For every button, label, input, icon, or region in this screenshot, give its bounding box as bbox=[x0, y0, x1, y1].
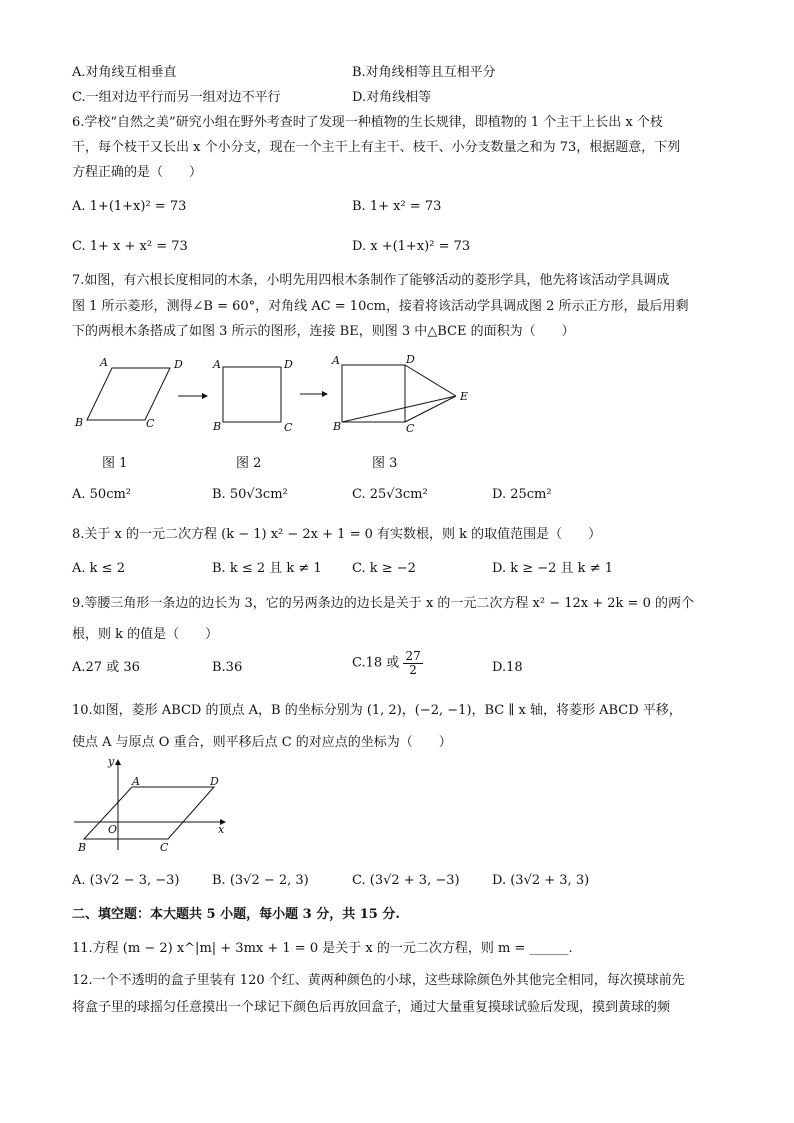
q5-option-b: B.对角线相等且互相平分 bbox=[352, 65, 496, 80]
section2-title: 二、填空题：本大题共 5 小题，每小题 3 分，共 15 分. bbox=[72, 907, 400, 922]
q6-option-c: C. 1+ x + x² = 73 bbox=[72, 239, 188, 254]
q9-option-c-fraction bbox=[403, 650, 422, 677]
q10-stem-line2: 使点 A 与原点 O 重合，则平移后点 C 的对应点的坐标为（ ） bbox=[72, 735, 452, 750]
q7-fig2-caption: 图 2 bbox=[236, 456, 262, 471]
q7-fig1-rhombus bbox=[74, 356, 183, 430]
q5-option-d: D.对角线相等 bbox=[352, 90, 432, 105]
q5-option-c: C.一组对边平行而另一组对边不平行 bbox=[72, 90, 281, 105]
q8-option-d: D. k ≥ −2 且 k ≠ 1 bbox=[492, 561, 613, 576]
q11-stem: 11.方程 (m − 2) x^|m| + 3mx + 1 = 0 是关于 x 的一元二次方程，则 m = ______. bbox=[72, 941, 573, 956]
svg-text:A: A bbox=[132, 775, 140, 788]
q10-option-a: A. (3√2 − 3, −3) bbox=[72, 873, 180, 888]
q6-option-d: D. x +(1+x)² = 73 bbox=[352, 239, 471, 254]
q10-figure bbox=[70, 755, 240, 855]
q9-option-c bbox=[352, 650, 423, 677]
q10-option-c: C. (3√2 + 3, −3) bbox=[352, 873, 460, 888]
q10-option-d: D. (3√2 + 3, 3) bbox=[492, 873, 590, 888]
svg-text:x: x bbox=[218, 823, 225, 836]
q7-fig1-caption: 图 1 bbox=[102, 456, 128, 471]
q7-fig3-caption: 图 3 bbox=[372, 456, 398, 471]
q9-option-c-denominator: 2 bbox=[409, 663, 417, 677]
svg-text:C: C bbox=[406, 422, 415, 435]
q9-option-c-prefix: C.18 或 bbox=[352, 655, 400, 671]
q6-stem-line2: 干，每个枝干又长出 x 个小分支，现在一个主干上有主干、枝干、小分支数量之和为 73，根据题意，下列 bbox=[72, 140, 681, 155]
q8-option-a: A. k ≤ 2 bbox=[72, 561, 125, 576]
q9-option-b: B.36 bbox=[212, 660, 243, 675]
svg-text:D: D bbox=[210, 775, 219, 788]
q7-arrow-2 bbox=[300, 391, 328, 397]
q12-stem-line1: 12.一个不透明的盒子里装有 120 个红、黄两种颜色的小球，这些球除颜色外其他完全相同，每次摸球前先 bbox=[72, 973, 685, 988]
q7-option-b: B. 50√3cm² bbox=[212, 487, 288, 502]
svg-text:O: O bbox=[108, 823, 118, 836]
q9-stem-line2: 根，则 k 的值是（ ） bbox=[72, 627, 219, 642]
q5-option-a: A.对角线互相垂直 bbox=[72, 65, 177, 80]
q7-fig2-square bbox=[212, 358, 293, 434]
q7-option-a: A. 50cm² bbox=[72, 487, 132, 502]
svg-text:B: B bbox=[75, 416, 84, 429]
q7-option-d: D. 25cm² bbox=[492, 487, 552, 502]
q10-stem-line1: 10.如图，菱形 ABCD 的顶点 A，B 的坐标分别为 (1, 2)，(−2, −1)，BC ∥ x 轴，将菱形 ABCD 平移， bbox=[72, 703, 682, 718]
q6-stem-line3: 方程正确的是（ ） bbox=[72, 165, 203, 180]
svg-text:C: C bbox=[146, 417, 155, 430]
q8-option-c: C. k ≥ −2 bbox=[352, 561, 416, 576]
q8-stem: 8.关于 x 的一元二次方程 (k − 1) x² − 2x + 1 = 0 有实数根，则 k 的取值范围是（ ） bbox=[72, 527, 602, 542]
q9-option-a: A.27 或 36 bbox=[72, 660, 140, 675]
q7-stem-line2: 图 1 所示菱形，测得∠B = 60°，对角线 AC = 10cm，接着将该活动学具调成图 2 所示正方形，最后用剩 bbox=[72, 299, 689, 314]
q7-option-c: C. 25√3cm² bbox=[352, 487, 428, 502]
q9-stem-line1: 9.等腰三角形一条边的边长为 3，它的另两条边的边长是关于 x 的一元二次方程 x² − 12x + 2k = 0 的两个 bbox=[72, 596, 694, 611]
svg-text:E: E bbox=[460, 390, 469, 403]
q12-stem-line2: 将盒子里的球摇匀任意摸出一个球记下颜色后再放回盒子，通过大量重复摸球试验后发现，摸到黄球的频 bbox=[72, 1000, 671, 1015]
svg-text:D: D bbox=[174, 358, 183, 371]
svg-text:C: C bbox=[160, 841, 169, 854]
q6-option-b: B. 1+ x² = 73 bbox=[352, 199, 442, 214]
q10-option-b: B. (3√2 − 2, 3) bbox=[212, 873, 309, 888]
svg-text:A: A bbox=[332, 354, 340, 367]
svg-text:A: A bbox=[213, 358, 221, 371]
q7-fig3 bbox=[331, 353, 468, 435]
q7-stem-line1: 7.如图，有六根长度相同的木条，小明先用四根木条制作了能够活动的菱形学具，他先将该活动学具调成 bbox=[72, 273, 670, 288]
q9-option-d: D.18 bbox=[492, 660, 523, 675]
svg-text:A: A bbox=[100, 356, 108, 369]
q7-arrow-1 bbox=[178, 393, 208, 399]
svg-text:D: D bbox=[406, 353, 415, 366]
q7-figures bbox=[70, 350, 510, 440]
q8-option-b: B. k ≤ 2 且 k ≠ 1 bbox=[212, 561, 322, 576]
svg-text:B: B bbox=[333, 420, 342, 433]
q9-option-c-numerator: 27 bbox=[405, 649, 421, 663]
svg-text:D: D bbox=[284, 358, 293, 371]
q7-stem-line3: 下的两根木条搭成了如图 3 所示的图形，连接 BE，则图 3 中△BCE 的面积为（ ） bbox=[72, 324, 575, 339]
svg-text:y: y bbox=[108, 755, 115, 768]
q6-option-a: A. 1+(1+x)² = 73 bbox=[72, 199, 187, 214]
svg-text:B: B bbox=[78, 841, 87, 854]
q6-stem-line1: 6.学校“自然之美”研究小组在野外考查时了发现一种植物的生长规律，即植物的 1 个主干上长出 x 个枝 bbox=[72, 115, 663, 130]
svg-text:C: C bbox=[284, 421, 293, 434]
svg-text:B: B bbox=[213, 420, 222, 433]
